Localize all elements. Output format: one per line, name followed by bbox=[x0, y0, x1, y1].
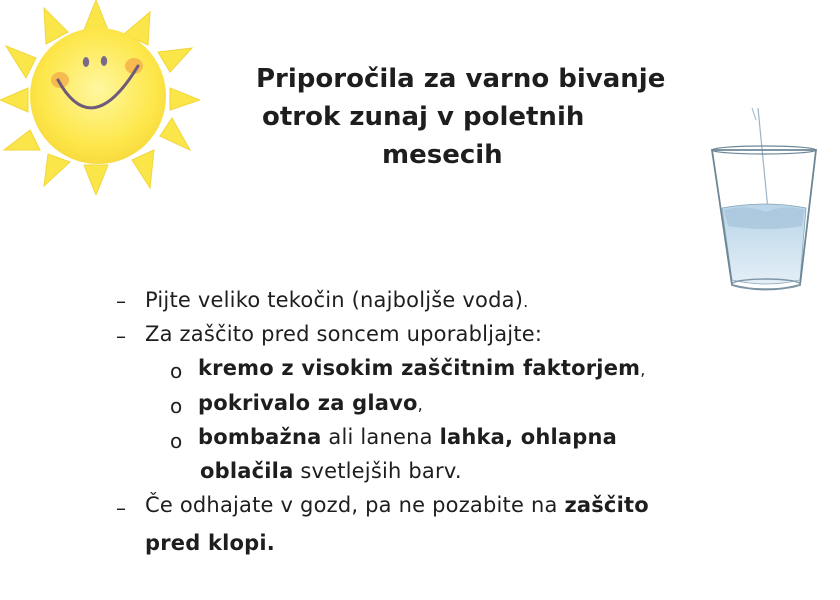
title-line-1: Priporočila za varno bivanje bbox=[256, 64, 666, 94]
sub-item-bold: oblačila bbox=[200, 459, 294, 483]
sub-item-text: svetlejših barv. bbox=[293, 459, 462, 483]
list-item-text: Če odhajate v gozd, pa ne pozabite na bbox=[145, 493, 565, 517]
sub-item-bold: lahka, ohlapna bbox=[439, 425, 618, 449]
sub-list-item bbox=[198, 423, 617, 451]
sub-item-bold: pokrivalo za glavo bbox=[198, 391, 418, 415]
list-item-bold: pred klopi. bbox=[145, 531, 275, 555]
list-item-text: Pijte veliko tekočin (najboljše voda) bbox=[145, 288, 524, 312]
sub-bullet: o bbox=[170, 429, 183, 453]
sub-list-item-continuation bbox=[200, 457, 462, 485]
sub-item-bold: bombažna bbox=[198, 425, 322, 449]
title-line-2: otrok zunaj v poletnih bbox=[262, 102, 585, 132]
list-item-continuation bbox=[145, 529, 275, 557]
sub-list-item: kremo z visokim zaščitnim faktorjem, bbox=[198, 356, 646, 380]
title-line-3: mesecih bbox=[382, 140, 503, 170]
sub-item-text: ali lanena bbox=[321, 425, 440, 449]
list-dash: – bbox=[116, 324, 126, 348]
list-item bbox=[145, 320, 542, 348]
list-item: Pijte veliko tekočin (najboljše voda). bbox=[145, 288, 529, 312]
list-item-bold: zaščito bbox=[564, 493, 649, 517]
list-dash: – bbox=[116, 496, 126, 520]
list-dash: – bbox=[116, 289, 126, 313]
sub-bullet: o bbox=[170, 359, 183, 383]
list-item-text: Za zaščito pred soncem uporabljajte: bbox=[145, 322, 543, 346]
sub-bullet: o bbox=[170, 394, 183, 418]
sub-item-bold: kremo z visokim zaščitnim faktorjem bbox=[198, 356, 641, 380]
sub-list-item: pokrivalo za glavo, bbox=[198, 391, 423, 415]
list-item bbox=[145, 491, 649, 519]
